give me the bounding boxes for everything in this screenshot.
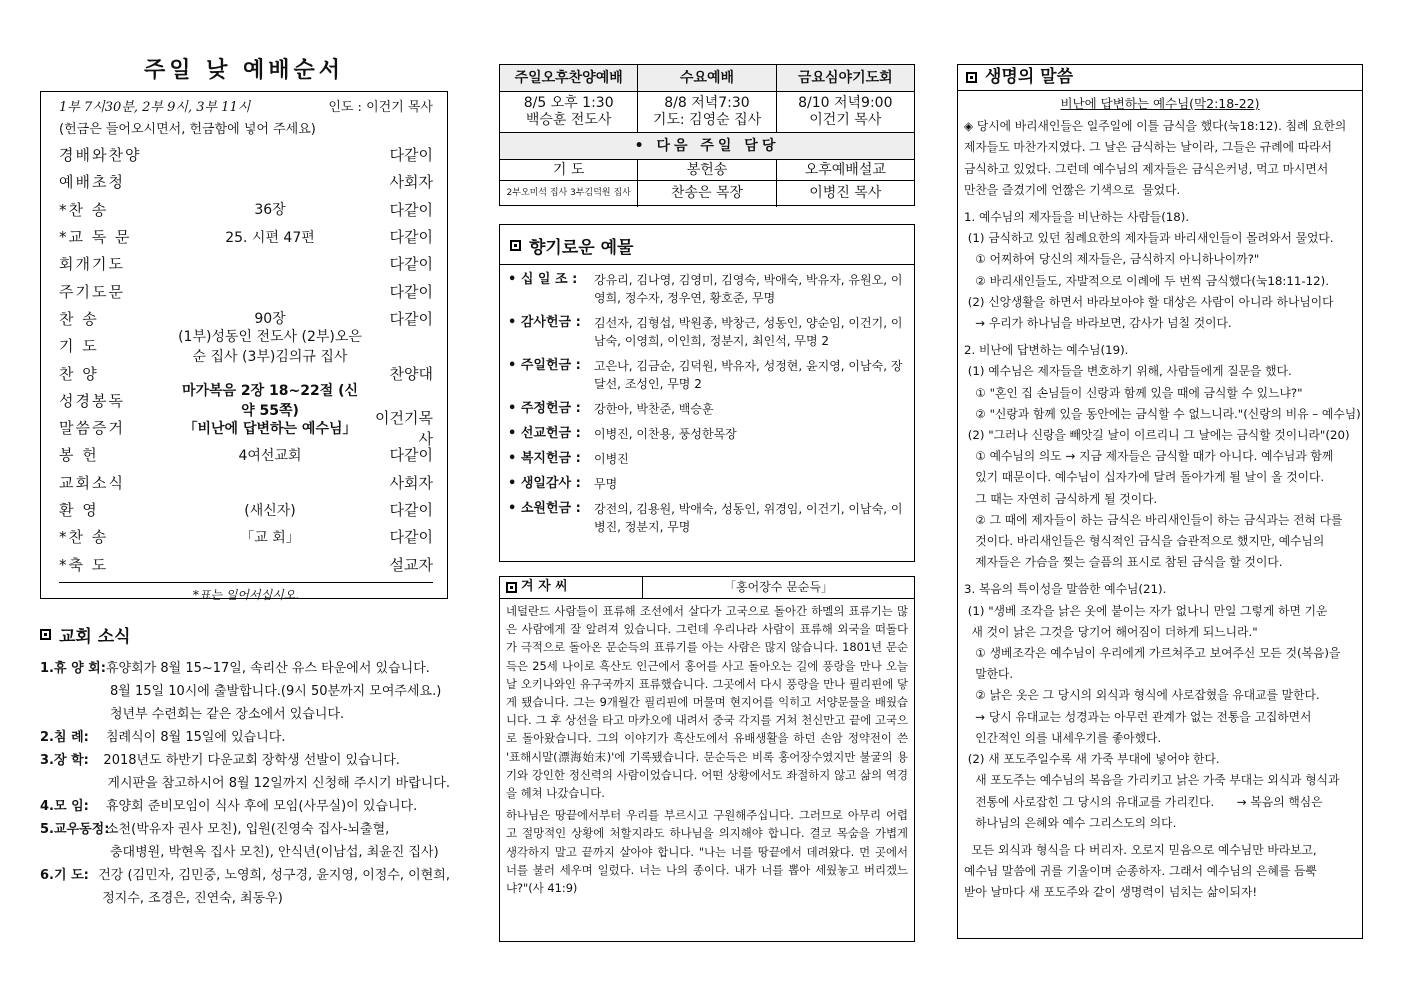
offering-category: • 생일감사 : xyxy=(508,476,581,491)
news-item xyxy=(40,749,450,795)
worship-title: 주일 낮 예배순서 xyxy=(143,57,345,83)
offering-title: 향기로운 예물 xyxy=(529,238,634,258)
offering-header xyxy=(500,225,914,265)
order-who: 다같이 xyxy=(389,309,433,328)
order-detail: 마가복음 2장 18~22절 (신약 55쪽) xyxy=(181,383,359,420)
mustard-title: 「홍어장수 문순득」 xyxy=(724,580,833,595)
square-bullet-icon xyxy=(40,629,51,640)
offering-names: 이병진 xyxy=(594,452,629,466)
worship-order-section xyxy=(40,55,448,602)
news-item xyxy=(40,657,450,726)
order-item: 성경봉독 xyxy=(59,391,125,410)
news-text xyxy=(106,795,450,818)
duty-header-wednesday: 수요예배 xyxy=(638,65,776,91)
order-who: 이건기목사 xyxy=(375,408,433,448)
order-who: 다같이 xyxy=(389,446,433,465)
order-item: 예배초청 xyxy=(59,173,125,192)
offering-item xyxy=(508,357,906,393)
duty-cell-wednesday xyxy=(638,92,776,132)
sermon-line: 것이다. 바리새인들은 형식적인 금식을 습관적으로 했지만, 예수님의 xyxy=(964,534,1325,549)
news-line: 게시판을 참고하시어 8월 12일까지 신청해 주시기 바랍니다. xyxy=(107,776,450,791)
order-detail: 4여선교회 xyxy=(238,447,302,464)
duty-cell-friday xyxy=(777,92,914,132)
news-label: 5.교우동정: xyxy=(40,822,110,837)
news-line: 휴양회 준비모임이 식사 후에 모임(사무실)이 있습니다. xyxy=(106,799,418,814)
sermon-line: ① 생베조각은 예수님이 우리에게 가르쳐주고 보여주신 모든 것(복음)을 xyxy=(964,646,1341,661)
order-item: 환 영 xyxy=(59,501,99,519)
duty-time: 8/10 저녁9:00 xyxy=(798,95,893,111)
order-item: 주기도문 xyxy=(59,282,125,301)
sermon-text xyxy=(964,116,1361,903)
duty-roles-row xyxy=(500,160,914,181)
mustard-paragraph: 네덜란드 사람들이 표류해 조선에서 살다가 고국으로 돌아간 하멜의 표류기는 많은 사람에게 잘 알려져 있습니다. 그런데 우리나라 사람이 표류해 외국을 떠돌다가 극적으로 돌아온 문순득의 표류기를 아는 사람은 많지 않습니다. 1801년 문순득은 25세 나이로 흑산도 인근에서 홍어를 사고 돌아오는 길에 풍랑을 만나 오늘날 오키나와인 유구국까지 표류했습니다. 그곳에서 다시 풍랑을 만나 필리핀에 닿게 됐습니다. 그는 9개월간 필리핀에 머물며 현지어를 익히고 서양문물을 배웠습니다. 그 후 상선을 타고 마카오에 내려서 중국 각지를 거쳐 천신만고 끝에 고국으로 돌아왔습니다. 그의 이야기가 흑산도에서 유배생활을 하던 손암 정약전이 쓴 '표해시말(漂海始末)'에 기록됐습니다. 문순득은 비록 홍어장수였지만 불굴의 용기와 강인한 정신력의 사람이었습니다. 어떤 상황에서도 좌절하지 않고 삶의 역경을 헤쳐 나갔습니다. xyxy=(506,604,908,801)
order-item: *축 도 xyxy=(59,555,109,574)
worship-order-row xyxy=(59,196,433,223)
sermon-line: 있기 때문이다. 예수님이 십자가에 달려 돌아가게 될 날이 올 것이다. xyxy=(964,470,1325,485)
news-label: 2.침 례: xyxy=(40,730,89,745)
news-text xyxy=(103,749,450,795)
worship-order-row xyxy=(59,328,433,365)
sermon-line: (2) 새 포도주일수록 새 가죽 부대에 넣어야 한다. xyxy=(964,752,1220,767)
church-news-section xyxy=(40,622,450,910)
sermon-line: ② 낡은 옷은 그 당시의 외식과 형식에 사로잡혔을 유대교를 말한다. xyxy=(964,688,1320,703)
sermon-line: 새 것이 낡은 그것을 당기어 해어짐이 더하게 되느니라." xyxy=(964,624,1258,639)
order-who: 다같이 xyxy=(389,200,433,219)
next-sunday-title: • 다음 주일 담당 xyxy=(500,133,914,159)
news-text xyxy=(106,818,450,864)
sermon-line: 1. 예수님의 제자들을 비난하는 사람들(18). xyxy=(964,210,1190,225)
order-who: 찬양대 xyxy=(389,364,433,383)
offering-category: • 감사헌금 : xyxy=(508,315,581,330)
sermon-line: ① 어찌하여 당신의 제자들은, 금식하지 아니하나이까?" xyxy=(964,252,1260,267)
worship-order-row xyxy=(59,250,433,277)
word-of-life-section xyxy=(957,64,1363,939)
offering-category: • 십 일 조 : xyxy=(508,272,578,287)
news-line: 침례식이 8월 15일에 있습니다. xyxy=(106,730,286,745)
offering-names: 강한아, 박찬준, 백승훈 xyxy=(594,402,714,416)
offering-item xyxy=(508,271,906,307)
order-detail: 「교 회」 xyxy=(240,529,300,546)
order-detail: 90장 xyxy=(254,311,286,328)
worship-order-row xyxy=(59,550,433,577)
news-item xyxy=(40,726,450,749)
sermon-line: ② 그 때에 제자들이 하는 금식은 바리새인들이 하는 금식과는 전혀 다를 xyxy=(964,512,1343,527)
square-bullet-icon xyxy=(966,72,977,83)
square-bullet-icon xyxy=(510,240,521,251)
sermon-line: 예수님 말씀에 귀를 기울이며 순종하자. 그래서 예수님의 은혜를 듬뿍 xyxy=(964,864,1317,879)
name-offering-song: 찬송은 목장 xyxy=(638,181,776,207)
duty-header-sunday-afternoon: 주일오후찬양예배 xyxy=(500,65,638,91)
order-detail: 「비난에 답변하는 예수님」 xyxy=(183,420,357,437)
worship-footer: *표는 일어서십시오. xyxy=(59,582,433,603)
offering-category: • 소원헌금 : xyxy=(508,501,581,516)
worship-order-row xyxy=(59,141,433,168)
offering-names: 무명 xyxy=(594,477,618,491)
order-item: 회개기도 xyxy=(59,255,125,274)
order-item: 찬 양 xyxy=(59,364,99,383)
duty-cell-sunday xyxy=(500,92,638,132)
order-item: 찬 송 xyxy=(59,309,99,328)
word-body xyxy=(958,91,1362,904)
worship-order-list xyxy=(59,141,433,578)
name-prayer: 2부오미석 집사 3부김덕원 집사 xyxy=(500,181,638,207)
role-afternoon-sermon: 오후예배설교 xyxy=(804,162,886,178)
sermon-line: → 우리가 하나님을 바라보면, 감사가 넘칠 것이다. xyxy=(964,316,1232,331)
order-detail: (새신자) xyxy=(244,502,296,519)
news-item xyxy=(40,795,450,818)
order-item: *찬 송 xyxy=(59,528,109,547)
order-who: 다같이 xyxy=(389,528,433,547)
offering-category: • 주일헌금 : xyxy=(508,358,581,373)
mustard-label-cell xyxy=(500,577,643,598)
sermon-line: → 당시 유대교는 성경과는 아무런 관계가 없는 전통을 고집하면서 xyxy=(964,709,1312,724)
church-news-title: 교회 소식 xyxy=(59,627,131,647)
sermon-line: 말한다. xyxy=(964,667,1014,682)
sermon-line: 하나님의 은혜와 예수 그리스도의 의다. xyxy=(964,815,1177,830)
news-line: 8월 15일 10시에 출발합니다.(9시 50분까지 모여주세요.) xyxy=(110,684,442,699)
worship-order-row xyxy=(59,441,433,468)
order-item: 기 도 xyxy=(59,337,99,356)
worship-order-row xyxy=(59,223,433,250)
offering-names: 이병진, 이찬용, 풍성한목장 xyxy=(594,427,737,441)
sermon-line: 만찬을 즐겼기에 언짢은 기색으로 물었다. xyxy=(964,182,1181,197)
sermon-line: 제자들도 마찬가지였다. 그 날은 금식하는 날이라, 그들은 규례에 따라서 xyxy=(964,140,1332,155)
news-label: 1.휴 양 회: xyxy=(40,661,106,676)
offering-names: 김선자, 김형섭, 박원종, 박창근, 성동인, 양순임, 이건기, 이남숙, 이영희, 이인희, 정분지, 최인석, 무명 2 xyxy=(594,316,903,348)
worship-order-row xyxy=(59,496,433,523)
worship-order-row xyxy=(59,523,433,550)
role-offering-song: 봉헌송 xyxy=(638,160,776,180)
order-item: 교회소식 xyxy=(59,473,125,492)
sermon-line: 제자들은 가슴을 찢는 슬픔의 표시로 참된 금식을 할 것이다. xyxy=(964,555,1283,570)
sermon-line: 새 포도주는 예수님의 복음을 가리키고 낡은 가죽 부대는 외식과 형식과 xyxy=(964,773,1340,788)
news-item xyxy=(40,864,450,910)
order-who: 다같이 xyxy=(389,146,433,165)
sermon-line: 받아 날마다 새 포도주와 같이 생명력이 넘치는 삶이되자! xyxy=(964,885,1258,900)
news-line: 소천(박유자 권사 모친), 입원(진영숙 집사-뇌출혈, xyxy=(106,822,390,837)
news-line: 충대병원, 박현옥 집사 모친), 안식년(이남섭, 최윤진 집사) xyxy=(110,845,439,860)
sermon-line: 3. 복음의 특이성을 말씀한 예수님(21). xyxy=(964,582,1167,597)
service-duty-table xyxy=(499,64,915,206)
sermon-line: 전통에 사로잡힌 그 당시의 유대교를 가리킨다. → 복음의 핵심은 xyxy=(964,794,1323,809)
duty-time: 8/8 저녁7:30 xyxy=(664,95,750,111)
offering-category: • 선교헌금 : xyxy=(508,426,581,441)
offering-item xyxy=(508,314,906,350)
news-label: 4.모 임: xyxy=(40,799,89,814)
offering-category: • 복지헌금 : xyxy=(508,451,581,466)
mustard-paragraph: 하나님은 땅끝에서부터 우리를 부르시고 구원해주십니다. 그러므로 아무리 어렵고 절망적인 상황에 처할지라도 하나님을 의지해야 합니다. 결코 목숨을 가볍게 생각하지 말고 끝까지 살아야 합니다. "나는 너를 땅끝에서 데려왔다. 먼 곳에서 너를 불러 세우며 일렀다. 너는 나의 종이다. 내가 너를 뽑아 세웠놓고 버리겠느냐?"(사 41:9) xyxy=(506,808,908,896)
sermon-title: 비난에 답변하는 예수님(막2:18-22) xyxy=(1060,96,1260,111)
worship-order-row xyxy=(59,277,433,304)
sermon-line: 그 때는 자연히 금식하게 될 것이다. xyxy=(964,491,1158,506)
church-news-list xyxy=(40,657,450,910)
worship-officiant: 인도 : 이건기 목사 xyxy=(328,100,433,115)
name-afternoon-sermon: 이병진 목사 xyxy=(809,185,882,201)
order-item: *교 독 문 xyxy=(59,228,132,247)
news-label: 3.장 학: xyxy=(40,753,89,768)
sermon-line: ② 바리새인들도, 자발적으로 이례에 두 번씩 금식했다(눅18:11-12). xyxy=(964,273,1330,288)
duty-leader: 이건기 목사 xyxy=(809,112,882,128)
order-who: 다같이 xyxy=(389,282,433,301)
worship-times: 1부 7시30분, 2부 9시, 3부 11시 xyxy=(59,100,251,115)
sermon-line: (1) 금식하고 있던 침례요한의 제자들과 바리새인들이 몰려와서 물었다. xyxy=(964,231,1334,246)
order-who: 다같이 xyxy=(389,228,433,247)
offering-list xyxy=(500,265,914,536)
sermon-line: 2. 비난에 답변하는 예수님(19). xyxy=(964,343,1129,358)
worship-times-row xyxy=(59,96,433,115)
offering-item xyxy=(508,500,906,536)
news-item xyxy=(40,818,450,864)
word-header xyxy=(958,65,1362,91)
news-text xyxy=(106,657,450,726)
worship-note: (헌금은 들어오시면서, 헌금함에 넣어 주세요) xyxy=(59,122,316,137)
duty-leader: 백승훈 전도사 xyxy=(525,112,612,128)
worship-order-row xyxy=(59,408,433,448)
duty-header-friday: 금요심야기도회 xyxy=(777,65,914,91)
role-prayer: 기 도 xyxy=(500,160,638,180)
sermon-line: ② "신랑과 함께 있을 동안에는 금식할 수 없느니라."(신랑의 비유 – 예수님) xyxy=(964,406,1361,421)
sermon-line: ◈ 당시에 바리새인들은 일주일에 이틀 금식을 했다(눅18:12). 침례 요한의 xyxy=(964,119,1347,134)
duty-next-row xyxy=(500,133,914,160)
news-text xyxy=(106,726,450,749)
news-line: 청년부 수련회는 같은 장소에서 있습니다. xyxy=(110,707,345,722)
offering-item xyxy=(508,475,906,493)
offering-item xyxy=(508,425,906,443)
sermon-line: (2) "그러나 신랑을 빼앗길 날이 이르리니 그 날에는 금식할 것이니라"(20) xyxy=(964,428,1350,443)
news-text xyxy=(98,864,450,910)
order-detail: 25. 시편 47편 xyxy=(225,229,315,246)
church-news-header xyxy=(40,622,450,647)
offering-names: 강전의, 김용원, 박애숙, 성동인, 위경임, 이건기, 이남숙, 이병진, 정분지, 무명 xyxy=(594,502,903,534)
duty-times-row xyxy=(500,92,914,133)
sermon-line: ① 예수님의 의도 → 지금 제자들은 금식할 때가 아니다. 예수님과 함께 xyxy=(964,449,1334,464)
mustard-seed-section xyxy=(499,576,915,942)
offering-category: • 주정헌금 : xyxy=(508,401,581,416)
duty-names-row xyxy=(500,181,914,207)
offering-section xyxy=(499,224,915,562)
order-who: 설교자 xyxy=(389,555,433,574)
mustard-label: 겨 자 씨 xyxy=(521,579,568,595)
order-item: *찬 송 xyxy=(59,200,109,219)
order-who: 사회자 xyxy=(389,173,433,192)
duty-header-row xyxy=(500,65,914,92)
offering-names: 강유리, 김나영, 김영미, 김영숙, 박애숙, 박유자, 유원오, 이영희, 정수자, 정우연, 황호준, 무명 xyxy=(594,273,903,305)
sermon-line: (1) "생베 조각을 낡은 옷에 붙이는 자가 없나니 만일 그렇게 하면 기운 xyxy=(964,603,1328,618)
word-title: 생명의 말씀 xyxy=(985,66,1074,87)
order-item: 봉 헌 xyxy=(59,446,99,465)
square-bullet-icon xyxy=(506,582,517,593)
news-line: 건강 (김민자, 김민중, 노영희, 성구경, 윤지영, 이정수, 이현희, xyxy=(98,868,450,883)
worship-order-box xyxy=(40,91,448,602)
duty-time: 8/5 오후 1:30 xyxy=(523,95,614,111)
news-line: 정지수, 조경은, 진연숙, 최동우) xyxy=(102,891,283,906)
offering-names: 고은나, 김금순, 김덕원, 박유자, 성정현, 윤지영, 이남숙, 장달선, 조성인, 무명 2 xyxy=(594,359,903,391)
duty-leader: 기도: 김영순 집사 xyxy=(652,112,762,128)
mustard-body xyxy=(500,599,914,897)
worship-order-row xyxy=(59,469,433,496)
order-detail: 36장 xyxy=(254,202,286,219)
sermon-line: 모든 외식과 형식을 다 버리자. 오로지 믿음으로 예수님만 바라보고, xyxy=(964,842,1317,857)
mustard-header xyxy=(500,577,914,599)
order-item: 말씀증거 xyxy=(59,419,125,438)
offering-item xyxy=(508,400,906,418)
sermon-line: (1) 예수님은 제자들을 변호하기 위해, 사람들에게 질문을 했다. xyxy=(964,364,1292,379)
news-label: 6.기 도: xyxy=(40,868,89,883)
order-who: 다같이 xyxy=(389,501,433,519)
offering-item xyxy=(508,450,906,468)
news-line: 2018년도 하반기 다운교회 장학생 선발이 있습니다. xyxy=(103,753,400,768)
sermon-line: 금식하고 있었다. 그런데 예수님의 제자들은 금식은커녕, 먹고 마시면서 xyxy=(964,161,1329,176)
worship-order-row xyxy=(59,168,433,195)
sermon-line: (2) 신앙생활을 하면서 바라보아야 할 대상은 사람이 아니라 하나님이다 xyxy=(964,294,1334,309)
order-detail: (1부)성동인 전도사 (2부)오은순 집사 (3부)김의규 집사 xyxy=(178,328,362,365)
sermon-line: ① "혼인 집 손님들이 신랑과 함께 있을 때에 금식할 수 있느냐?" xyxy=(964,385,1303,400)
order-item: 경배와찬양 xyxy=(59,146,142,165)
order-who: 사회자 xyxy=(389,473,433,492)
sermon-line: 인간적인 의를 내세우기를 좋아했다. xyxy=(964,730,1162,745)
news-line: 휴양회가 8월 15~17일, 속리산 유스 타운에서 있습니다. xyxy=(106,661,430,676)
order-who: 다같이 xyxy=(389,255,433,274)
